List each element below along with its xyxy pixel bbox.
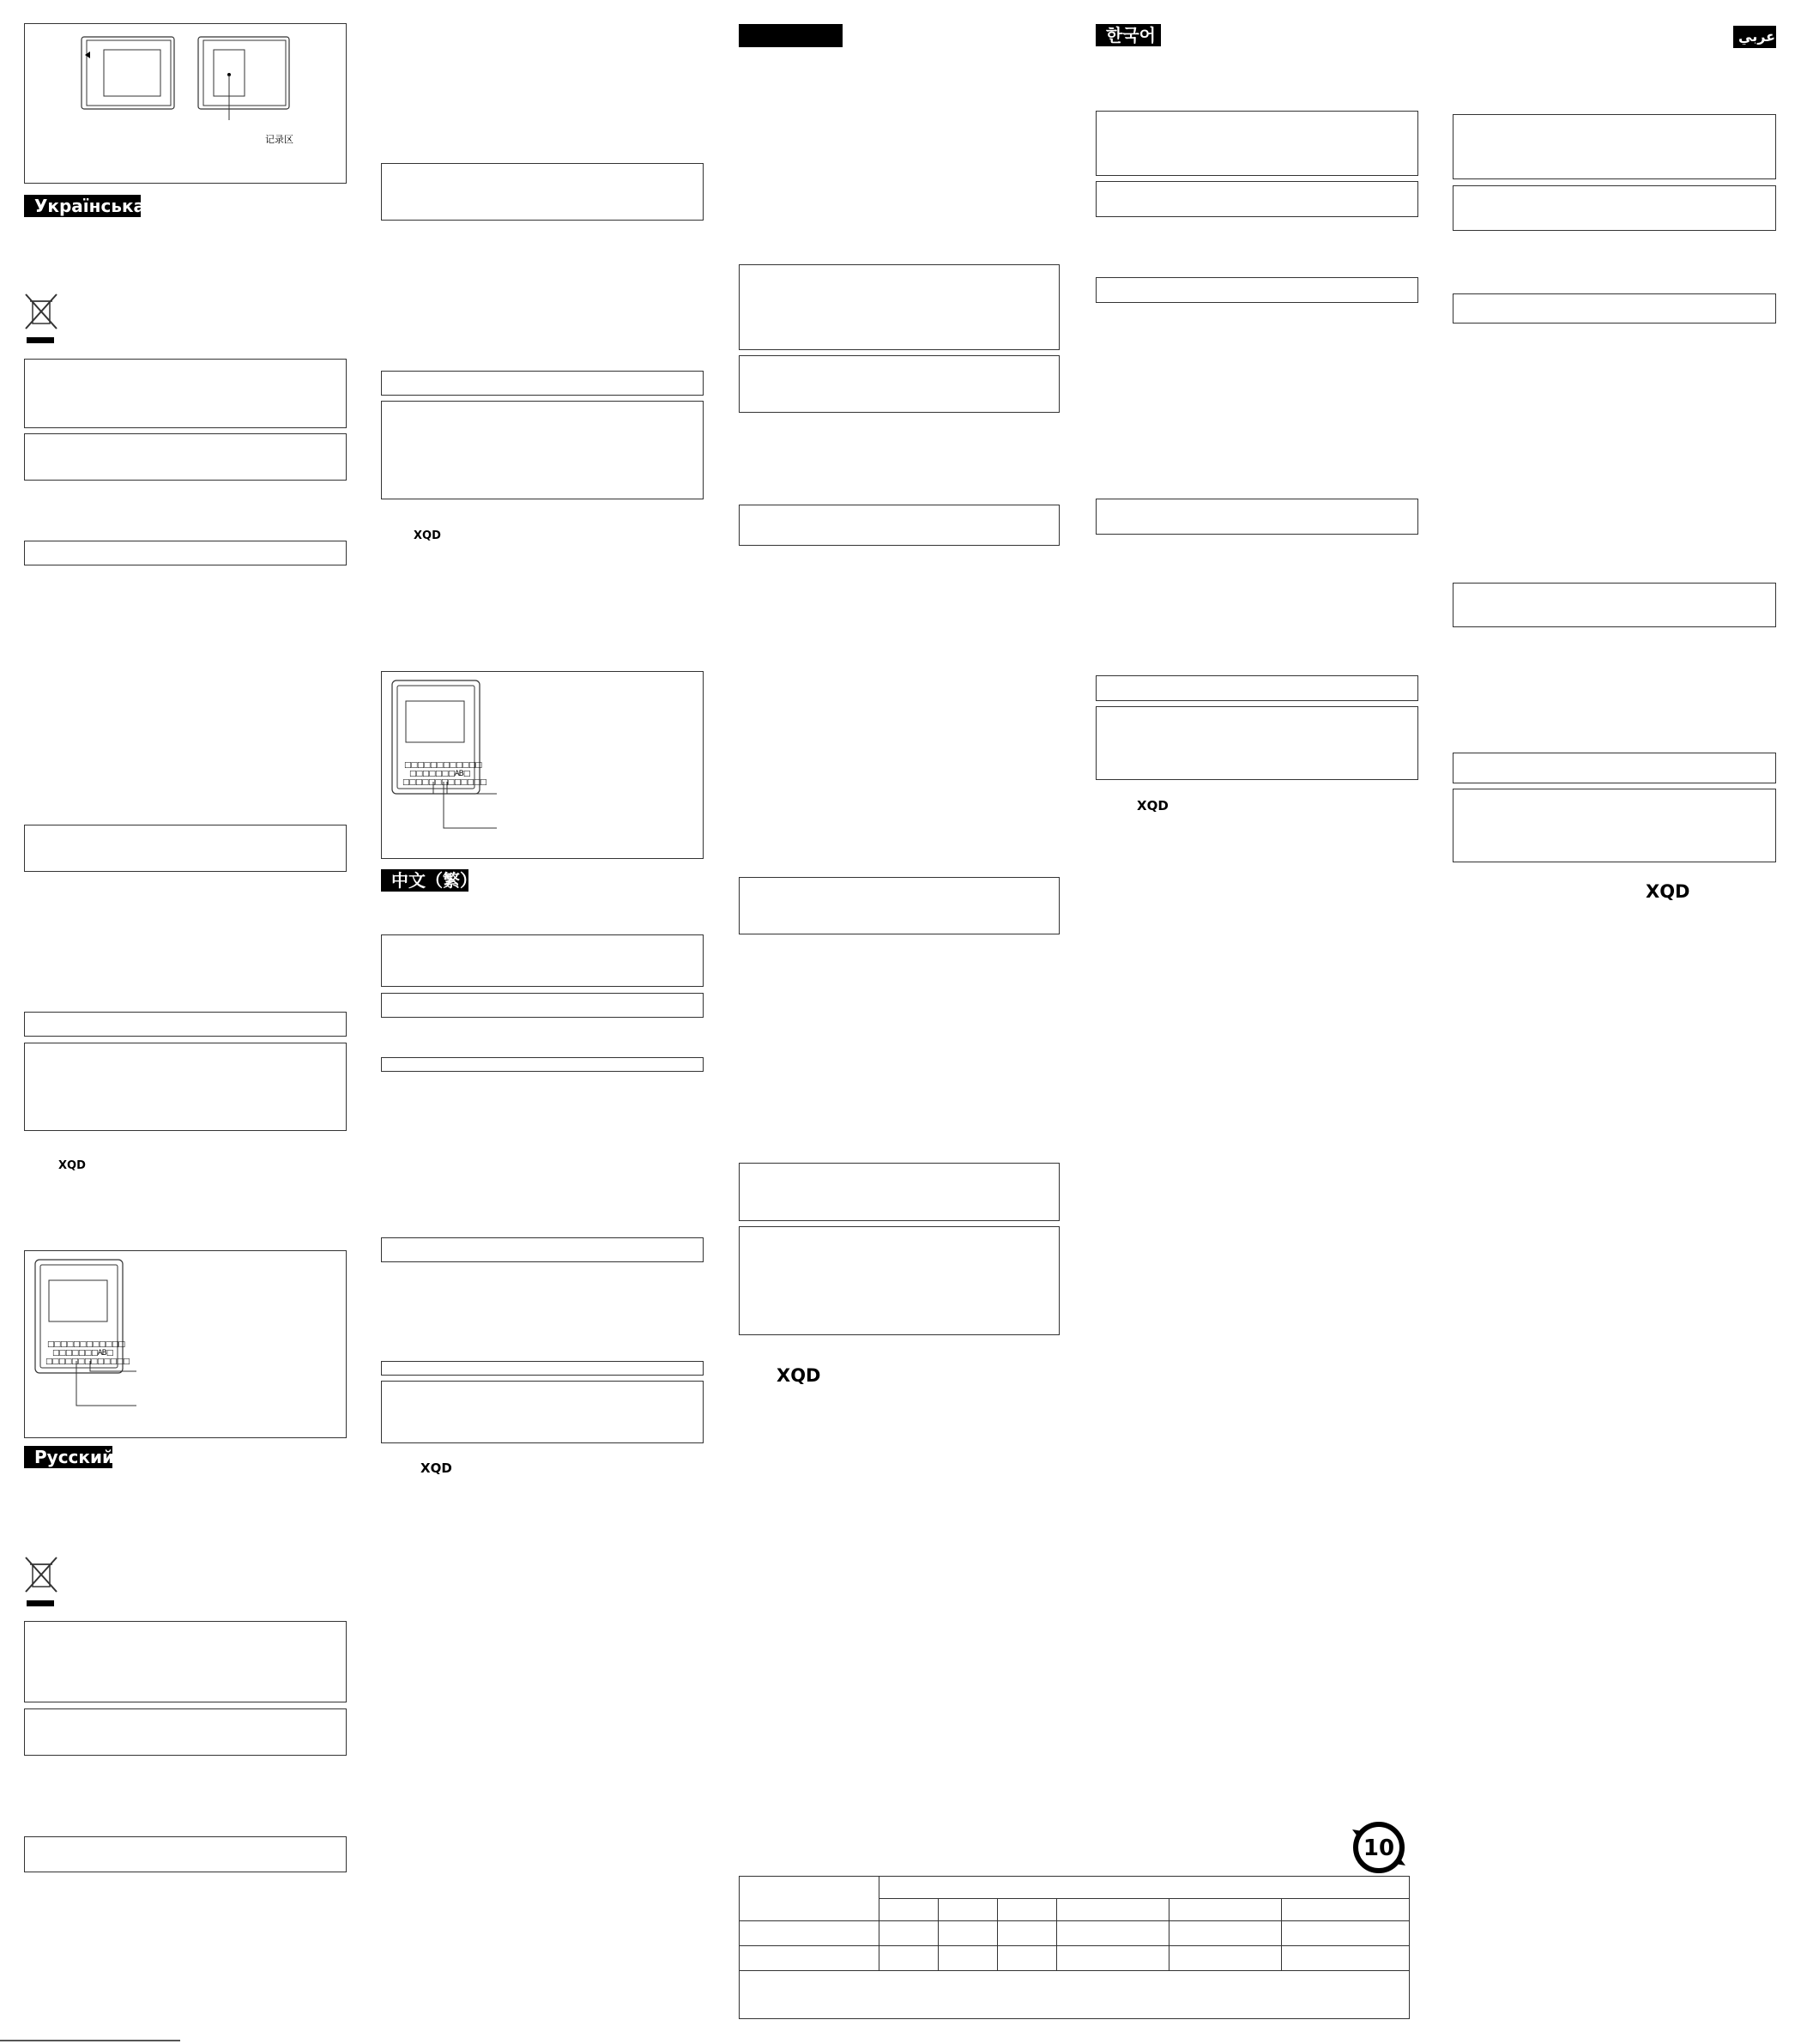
table-cell	[1057, 1899, 1169, 1921]
table-cell	[1169, 1921, 1282, 1946]
xqd-logo-icon	[420, 1460, 470, 1474]
notice-box	[1096, 111, 1418, 176]
notice-box	[381, 371, 704, 396]
hazardous-substances-table	[739, 1876, 1410, 2019]
notice-box	[24, 1621, 347, 1702]
notice-box	[1453, 789, 1776, 862]
notice-box	[24, 1012, 347, 1037]
notice-box	[381, 1381, 704, 1443]
notice-box	[24, 1043, 347, 1131]
table-cell	[998, 1946, 1057, 1971]
table-cell	[740, 1971, 1410, 2019]
notice-box	[24, 359, 347, 428]
rohs-badge-number: 10	[1363, 1835, 1395, 1861]
xqd-logo-text: XQD	[58, 1159, 86, 1172]
heading-arabic: عربي	[1733, 26, 1776, 48]
xqd-logo-icon	[1137, 798, 1188, 812]
notice-box	[24, 433, 347, 481]
weee-bin-icon	[24, 293, 58, 346]
notice-box	[1096, 706, 1418, 780]
table-cell	[939, 1946, 998, 1971]
table-cell	[879, 1921, 939, 1946]
notice-box	[1453, 583, 1776, 627]
notice-box	[381, 993, 704, 1018]
weee-bin-icon	[24, 1556, 58, 1609]
notice-box	[381, 1361, 704, 1376]
bottom-rule	[0, 2040, 180, 2041]
label-row-3: □□□□□□□□□□□□□	[45, 1358, 130, 1366]
notice-box	[381, 163, 704, 221]
card-orientation-drawing	[25, 24, 348, 184]
table-cell	[1057, 1946, 1169, 1971]
notice-box	[1096, 181, 1418, 217]
notice-box	[739, 355, 1060, 413]
label-row-2: □□□□□□□AB□	[409, 770, 470, 778]
heading-russian: Русский	[24, 1446, 112, 1468]
table-cell	[1169, 1899, 1282, 1921]
notice-box	[739, 505, 1060, 546]
table-cell	[939, 1899, 998, 1921]
heading-chinese-traditional: 中文（繁）	[381, 869, 468, 892]
label-row-3: □□□□□□□□□□□□□	[402, 778, 487, 787]
table-cell	[1282, 1899, 1410, 1921]
table-cell	[740, 1921, 879, 1946]
table-row	[740, 1971, 1410, 2019]
xqd-logo-icon	[414, 529, 455, 541]
table-cell	[879, 1877, 1410, 1899]
notice-box	[1453, 293, 1776, 324]
heading-column-3	[739, 24, 843, 47]
notice-box	[1453, 753, 1776, 783]
xqd-logo-icon	[58, 1158, 100, 1170]
xqd-logo-text: XQD	[420, 1460, 452, 1476]
notice-box	[1453, 114, 1776, 179]
notice-box	[24, 1708, 347, 1756]
xqd-logo-text: XQD	[777, 1365, 821, 1386]
table-cell	[1282, 1921, 1410, 1946]
notice-box	[381, 1237, 704, 1262]
table-cell	[1282, 1946, 1410, 1971]
table-row	[740, 1921, 1410, 1946]
table-cell	[998, 1921, 1057, 1946]
notice-box	[381, 401, 704, 499]
table-cell	[879, 1946, 939, 1971]
label-row-1: □□□□□□□□□□□□	[47, 1340, 125, 1349]
xqd-logo-icon	[1646, 881, 1719, 900]
notice-box	[739, 264, 1060, 350]
table-row	[740, 1946, 1410, 1971]
heading-korean: 한국어	[1096, 24, 1161, 46]
table-cell	[998, 1899, 1057, 1921]
xqd-logo-icon	[777, 1365, 850, 1384]
figure-card-orientation	[24, 23, 347, 184]
notice-box	[24, 541, 347, 565]
table-cell	[740, 1877, 879, 1921]
xqd-logo-text: XQD	[1646, 881, 1690, 902]
notice-box	[1096, 499, 1418, 535]
figure-card-label	[381, 671, 704, 859]
notice-box	[739, 1226, 1060, 1335]
xqd-logo-text: XQD	[414, 529, 441, 542]
notice-box	[381, 1057, 704, 1072]
xqd-logo-text: XQD	[1137, 798, 1169, 813]
label-row-2: □□□□□□□AB□	[52, 1349, 113, 1358]
table-cell	[1169, 1946, 1282, 1971]
table-cell	[879, 1899, 939, 1921]
table-cell	[740, 1946, 879, 1971]
notice-box	[739, 1163, 1060, 1221]
notice-box	[1096, 277, 1418, 303]
notice-box	[739, 877, 1060, 934]
notice-box	[24, 825, 347, 872]
table-cell	[939, 1921, 998, 1946]
figure-card-label	[24, 1250, 347, 1438]
notice-box	[24, 1836, 347, 1872]
recording-area-label: 记录区	[265, 134, 293, 145]
notice-box	[1096, 675, 1418, 701]
table-cell	[1057, 1921, 1169, 1946]
label-row-1: □□□□□□□□□□□□	[404, 761, 482, 770]
notice-box	[1453, 185, 1776, 231]
notice-box	[381, 934, 704, 987]
heading-ukrainian: Українська	[24, 195, 141, 217]
rohs-10-year-icon	[1351, 1819, 1407, 1876]
